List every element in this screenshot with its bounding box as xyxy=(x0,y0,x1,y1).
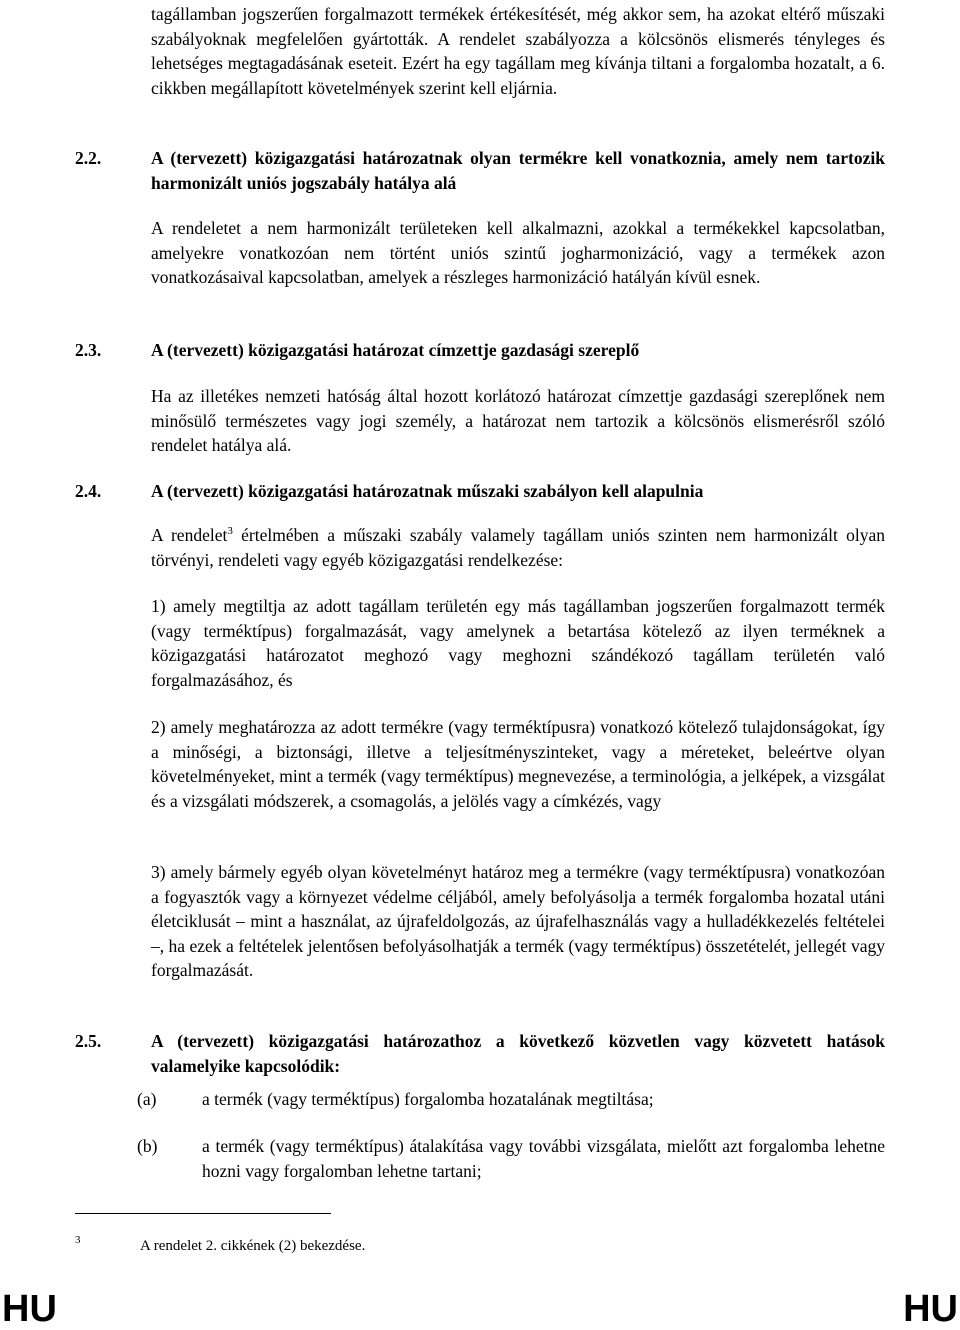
section-2-2-body: A rendeletet a nem harmonizált területeken kell alkalmazni, azokkal a termékekkel kapcsolatban, amelyekre vonatkozóan nem történt uniós szintű jogharmonizáció, vagy a termékek azon vonatkozásaival kapcsolatban, amelyek a részleges harmonizáció hatályán kívül esnek. xyxy=(151,218,885,287)
section-2-3-heading: A (tervezett) közigazgatási határozat címzettje gazdasági szereplő xyxy=(151,340,640,360)
section-2-5-number: 2.5. xyxy=(75,1031,102,1051)
footer-language-right: HU xyxy=(903,1288,958,1330)
section-2-4-number: 2.4. xyxy=(75,481,102,501)
footnote-separator xyxy=(75,1213,331,1214)
footnote-reference[interactable]: 3 xyxy=(227,525,233,537)
section-2-5-item-a-text: a termék (vagy terméktípus) forgalomba hozatalának megtiltása; xyxy=(202,1089,654,1109)
section-2-4-body xyxy=(151,523,885,572)
footnote-number: 3 xyxy=(75,1234,81,1246)
section-2-3-number: 2.3. xyxy=(75,340,102,360)
footnote-text: A rendelet 2. cikkének (2) bekezdése. xyxy=(140,1238,366,1254)
section-2-2-heading: A (tervezett) közigazgatási határozatnak olyan termékre kell vonatkoznia, amely nem tartozik harmonizált uniós jogszabály hatálya alá xyxy=(151,148,885,193)
section-2-5-item-b-text: a termék (vagy terméktípus) átalakítása vagy további vizsgálata, mielőtt azt forgalomba lehetne hozni vagy forgalomban lehetne tartani; xyxy=(202,1136,885,1181)
intro-paragraph: tagállamban jogszerűen forgalmazott termékek értékesítését, még akkor sem, ha azokat eltérő műszaki szabályoknak megfelelően gyártották. A rendelet szabályozza a kölcsönös elismerés tényleges és lehetséges megtagadásának eseteit. Ezért ha egy tagállam meg kívánja tiltani a forgalomba hozatalt, a 6. cikkben megállapított követelmények szerint kell eljárnia. xyxy=(151,4,885,98)
section-2-2-number: 2.2. xyxy=(75,148,102,168)
section-2-5-heading: A (tervezett) közigazgatási határozathoz a következő közvetlen vagy közvetett hatások valamelyike kapcsolódik: xyxy=(151,1031,885,1076)
section-2-4-body-start: A rendelet xyxy=(151,525,228,545)
section-2-4-item-2: 2) amely meghatározza az adott termékre (vagy terméktípusra) vonatkozó kötelező tulajdonságokat, így a minőségi, a biztonsági, illetve a teljesítményszinteket, vagy a méreteket, beleértve olyan követelményeket, mint a termék (vagy terméktípus) megnevezése, a terminológia, a jelképek, a vizsgálat és a vizsgálati módszerek, a csomagolás, a jelölés vagy a címkézés, vagy xyxy=(151,717,885,811)
section-2-5-item-b-label: (b) xyxy=(137,1136,158,1156)
section-2-4-body-end: értelmében a műszaki szabály valamely tagállam uniós szinten nem harmonizált olyan törvényi, rendeleti vagy egyéb közigazgatási rendelkezése: xyxy=(151,525,885,570)
section-2-5-item-a-label: (a) xyxy=(137,1089,157,1109)
section-2-3-body: Ha az illetékes nemzeti hatóság által hozott korlátozó határozat címzettje gazdasági szereplőnek nem minősülő természetes vagy jogi személy, a határozat nem tartozik a kölcsönös elismerésről szóló rendelet hatálya alá. xyxy=(151,386,885,455)
section-2-4-item-1: 1) amely megtiltja az adott tagállam területén egy más tagállamban jogszerűen forgalmazott termék (vagy terméktípus) forgalmazását, vagy amelynek a betartása kötelező az ilyen terméknek a közigazgatási határozatot meghozó vagy meghozni szándékozó tagállam területén való forgalmazásához, és xyxy=(151,596,885,690)
section-2-4-item-3: 3) amely bármely egyéb olyan követelményt határoz meg a termékre (vagy terméktípusra) vonatkozóan a fogyasztók vagy a környezet védelme céljából, amely befolyásolja a termék forgalomba hozatal utáni életciklusát – mint a használat, az újrafeldolgozás, az újrafelhasználás vagy a hulladékkezelés feltételei –, ha ezek a feltételek jelentősen befolyásolhatják a termék (vagy terméktípus) összetételét, jellegét vagy forgalmazását. xyxy=(151,862,885,980)
footer-language-left: HU xyxy=(2,1288,57,1330)
section-2-4-heading: A (tervezett) közigazgatási határozatnak műszaki szabályon kell alapulnia xyxy=(151,481,704,501)
